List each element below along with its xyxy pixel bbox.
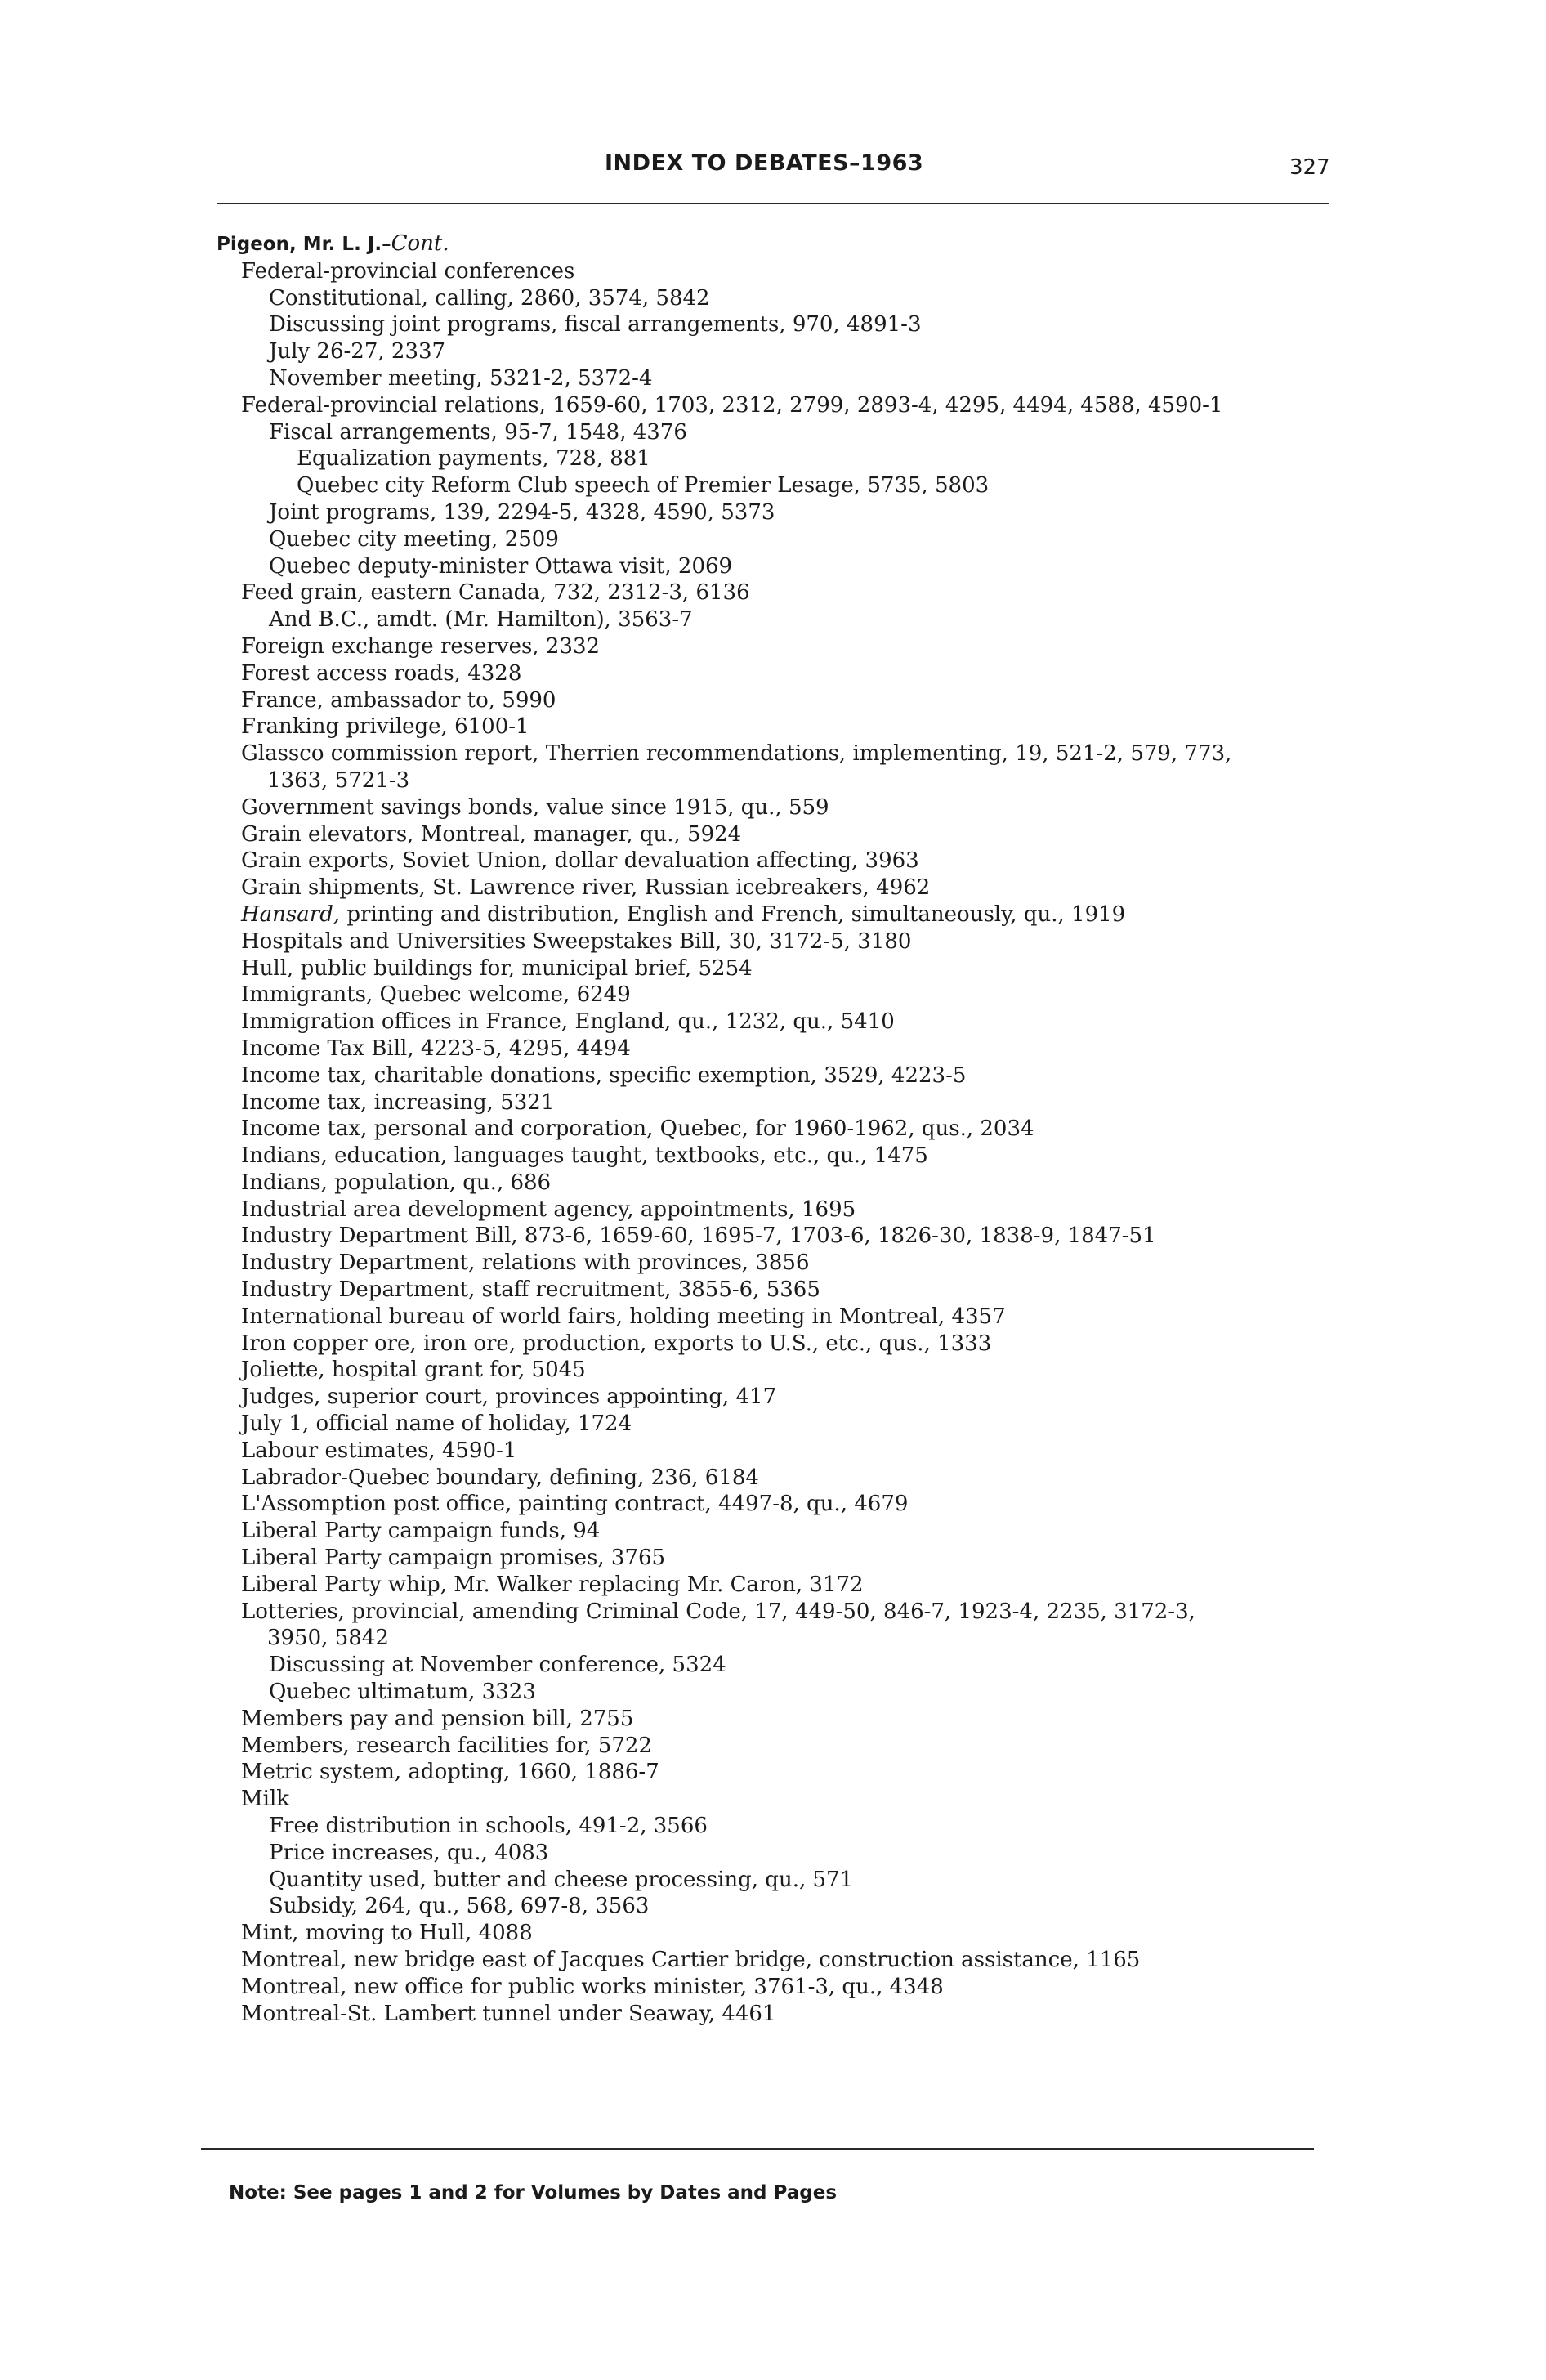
index-entry	[217, 1733, 1361, 1760]
index-entry-text: July 26-27, 2337	[269, 339, 446, 365]
bottom-rule-divider	[201, 2148, 1314, 2150]
index-entry	[217, 365, 1361, 392]
index-entry	[217, 1036, 1361, 1062]
index-entry	[217, 928, 1361, 955]
index-entry-text: Industry Department, staff recruitment, 3855-6, 5365	[241, 1277, 820, 1303]
index-entry	[217, 1759, 1361, 1786]
index-entry-text: Labrador-Quebec boundary, defining, 236, 6184	[241, 1465, 759, 1490]
index-entry	[217, 1679, 1361, 1706]
index-entry-text: Quebec city meeting, 2509	[269, 526, 559, 552]
index-entry-text: Grain shipments, St. Lawrence river, Russian icebreakers, 4962	[241, 875, 931, 901]
index-entry-text: Grain elevators, Montreal, manager, qu., 5924	[241, 821, 742, 847]
index-entry	[217, 1518, 1361, 1545]
index-entry	[217, 821, 1361, 848]
index-entries	[217, 230, 1361, 2027]
index-entry-text: Members pay and pension bill, 2755	[241, 1706, 634, 1731]
index-entry-text: Grain exports, Soviet Union, dollar devaluation affecting, 3963	[241, 848, 919, 874]
index-entry-text: Quebec deputy-minister Ottawa visit, 2069	[269, 553, 733, 579]
index-entry	[217, 1465, 1361, 1492]
index-entry	[217, 1277, 1361, 1304]
index-entry-text: Discussing joint programs, fiscal arrangements, 970, 4891-3	[269, 312, 922, 338]
index-entry-text: Forest access roads, 4328	[241, 660, 522, 686]
index-entry-text: France, ambassador to, 5990	[241, 687, 556, 713]
index-entry	[217, 633, 1361, 660]
index-entry-text: Franking privilege, 6100-1	[241, 714, 529, 740]
index-entry	[217, 419, 1361, 446]
index-entry	[217, 1331, 1361, 1358]
index-entry	[217, 1223, 1361, 1250]
index-entry	[217, 1062, 1361, 1089]
index-entry-text: Fiscal arrangements, 95-7, 1548, 4376	[269, 419, 687, 445]
index-entry	[217, 1545, 1361, 1572]
index-entry	[217, 1438, 1361, 1465]
footnote: Note: See pages 1 and 2 for Volumes by Dates and Pages	[229, 2182, 838, 2203]
index-entry	[217, 901, 1361, 928]
index-entry	[217, 1652, 1361, 1679]
index-entry	[217, 1250, 1361, 1277]
index-entry-text: Constitutional, calling, 2860, 3574, 5842	[269, 285, 710, 311]
index-entry-continuation: 1363, 5721-3	[267, 767, 410, 793]
index-entry	[217, 1197, 1361, 1224]
index-entry-text: Indians, education, languages taught, textbooks, etc., qu., 1475	[241, 1143, 928, 1169]
index-entry-text: Lotteries, provincial, amending Criminal Code, 17, 449-50, 846-7, 1923-4, 2235, 3172-3,	[241, 1599, 1195, 1624]
index-entry-text: Liberal Party campaign promises, 3765	[241, 1546, 666, 1571]
index-entry-text: Liberal Party whip, Mr. Walker replacing Mr. Caron, 3172	[241, 1572, 864, 1597]
top-rule-divider	[217, 203, 1329, 204]
index-entry	[217, 285, 1361, 312]
index-entry-text: Industry Department Bill, 873-6, 1659-60, 1695-7, 1703-6, 1826-30, 1838-9, 1847-51	[241, 1224, 1156, 1249]
index-entry	[217, 1116, 1361, 1143]
index-entry	[217, 258, 1361, 285]
continued-heading-cont: Cont.	[391, 231, 449, 256]
index-entry	[217, 740, 1361, 767]
index-entry	[217, 660, 1361, 687]
index-entry-text: Hull, public buildings for, municipal brief, 5254	[241, 955, 753, 981]
index-entry	[217, 1706, 1361, 1733]
index-entry-text: Income tax, increasing, 5321	[241, 1089, 555, 1115]
index-entry	[217, 553, 1361, 580]
index-entry-text: Industrial area development agency, appointments, 1695	[241, 1197, 856, 1222]
continued-heading	[217, 230, 1361, 258]
index-entry-text: Foreign exchange reserves, 2332	[241, 633, 601, 659]
index-entry-text: And B.C., amdt. (Mr. Hamilton), 3563-7	[269, 607, 693, 633]
index-entry	[217, 1867, 1361, 1894]
index-entry-text: Montreal-St. Lambert tunnel under Seaway, 4461	[241, 2001, 776, 2026]
page-number: 327	[1289, 155, 1330, 180]
index-entry-text: Income tax, charitable donations, specific exemption, 3529, 4223-5	[241, 1062, 967, 1088]
index-entry-text: Quebec ultimatum, 3323	[269, 1680, 536, 1705]
index-entry-text: Indians, population, qu., 686	[241, 1170, 552, 1195]
index-entry	[217, 1357, 1361, 1384]
index-entry-text: Liberal Party campaign funds, 94	[241, 1519, 601, 1544]
index-entry-text: Immigration offices in France, England, qu., 1232, qu., 5410	[241, 1009, 895, 1035]
index-entry-text: Free distribution in schools, 491-2, 3566	[269, 1814, 708, 1839]
index-entry-text: November meeting, 5321-2, 5372-4	[269, 365, 653, 391]
index-entry-text: Industry Department, relations with provinces, 3856	[241, 1250, 810, 1276]
index-entry-text: Price increases, qu., 4083	[269, 1840, 549, 1865]
index-entry	[217, 1411, 1361, 1438]
index-entry	[217, 606, 1361, 633]
index-entry-text: Metric system, adopting, 1660, 1886-7	[241, 1760, 659, 1785]
index-entry-text: International bureau of world fairs, holding meeting in Montreal, 4357	[241, 1304, 1006, 1329]
index-entry-text: Glassco commission report, Therrien recommendations, implementing, 19, 521-2, 579, 773,	[241, 741, 1232, 767]
index-entry	[217, 579, 1361, 606]
index-entry	[217, 1947, 1361, 1974]
index-entry-text: July 1, official name of holiday, 1724	[241, 1411, 632, 1437]
index-entry	[217, 1089, 1361, 1116]
index-entry-text: Federal-provincial relations, 1659-60, 1703, 2312, 2799, 2893-4, 4295, 4494, 4588, 4590-1	[241, 392, 1223, 418]
index-entry-text: Feed grain, eastern Canada, 732, 2312-3, 6136	[241, 580, 750, 606]
index-entry	[217, 982, 1361, 1009]
index-entry	[217, 1572, 1361, 1599]
continued-heading-name: Pigeon, Mr. L. J.–	[217, 234, 391, 255]
index-entry-text: Income Tax Bill, 4223-5, 4295, 4494	[241, 1036, 631, 1061]
index-entry	[217, 1170, 1361, 1197]
index-entry	[217, 1920, 1361, 1947]
index-entry-text: Quebec city Reform Club speech of Premier Lesage, 5735, 5803	[297, 473, 990, 499]
index-entry-text: Members, research facilities for, 5722	[241, 1733, 652, 1758]
index-entry	[217, 2001, 1361, 2028]
index-entry-text: Labour estimates, 4590-1	[241, 1438, 517, 1463]
page-header-title: INDEX TO DEBATES–1963	[605, 150, 924, 176]
index-entry-text: Government savings bonds, value since 1915, qu., 559	[241, 794, 829, 820]
index-entry-text: Immigrants, Quebec welcome, 6249	[241, 982, 631, 1008]
index-entry-text: Equalization payments, 728, 881	[297, 446, 650, 472]
index-entry	[217, 1893, 1361, 1920]
index-entry	[217, 392, 1361, 419]
index-entry	[217, 1009, 1361, 1036]
index-entry	[217, 311, 1361, 338]
index-entry-text: Hospitals and Universities Sweepstakes Bill, 30, 3172-5, 3180	[241, 928, 912, 954]
index-entry	[217, 1813, 1361, 1840]
index-entry	[217, 338, 1361, 365]
index-entry	[217, 1974, 1361, 2001]
index-entry	[217, 714, 1361, 740]
index-entry	[217, 848, 1361, 875]
index-entry-text: Discussing at November conference, 5324	[269, 1653, 726, 1678]
index-entry	[217, 1840, 1361, 1867]
index-entry	[217, 955, 1361, 982]
index-entry-text: printing and distribution, English and French, simultaneously, qu., 1919	[340, 901, 1126, 927]
index-entry	[217, 445, 1361, 472]
index-entry	[217, 794, 1361, 821]
index-entry-text: Federal-provincial conferences	[241, 258, 575, 284]
index-entry	[217, 687, 1361, 714]
index-entry-text: Montreal, new bridge east of Jacques Cartier bridge, construction assistance, 1165	[241, 1948, 1141, 1972]
index-entry	[217, 1304, 1361, 1331]
index-entry	[217, 875, 1361, 901]
index-entry	[217, 472, 1361, 499]
index-entry	[217, 499, 1361, 526]
index-entry-continuation: 3950, 5842	[267, 1626, 389, 1651]
index-entry-text: L'Assomption post office, painting contract, 4497-8, qu., 4679	[241, 1492, 909, 1517]
index-entry-text: Income tax, personal and corporation, Quebec, for 1960-1962, qus., 2034	[241, 1116, 1034, 1142]
index-entry	[217, 526, 1361, 553]
index-entry-italic-term: Hansard,	[241, 901, 341, 927]
index-entry	[217, 1384, 1361, 1411]
index-entry-text: Judges, superior court, provinces appointing, 417	[241, 1385, 777, 1410]
index-entry	[217, 1599, 1361, 1626]
index-entry-text: Milk	[241, 1787, 290, 1812]
index-entry	[217, 1143, 1361, 1170]
index-entry-text: Joliette, hospital grant for, 5045	[241, 1358, 586, 1383]
index-entry	[217, 1491, 1361, 1518]
index-entry-text: Joint programs, 139, 2294-5, 4328, 4590, 5373	[269, 499, 775, 525]
index-entry-text: Mint, moving to Hull, 4088	[241, 1921, 533, 1946]
index-entry	[217, 1786, 1361, 1813]
index-entry-text: Subsidy, 264, qu., 568, 697-8, 3563	[269, 1894, 650, 1919]
entry-list	[217, 258, 1361, 2028]
index-entry-text: Iron copper ore, iron ore, production, exports to U.S., etc., qus., 1333	[241, 1331, 992, 1356]
index-entry-text: Montreal, new office for public works minister, 3761-3, qu., 4348	[241, 1974, 944, 1999]
index-entry-text: Quantity used, butter and cheese processing, qu., 571	[269, 1867, 854, 1892]
